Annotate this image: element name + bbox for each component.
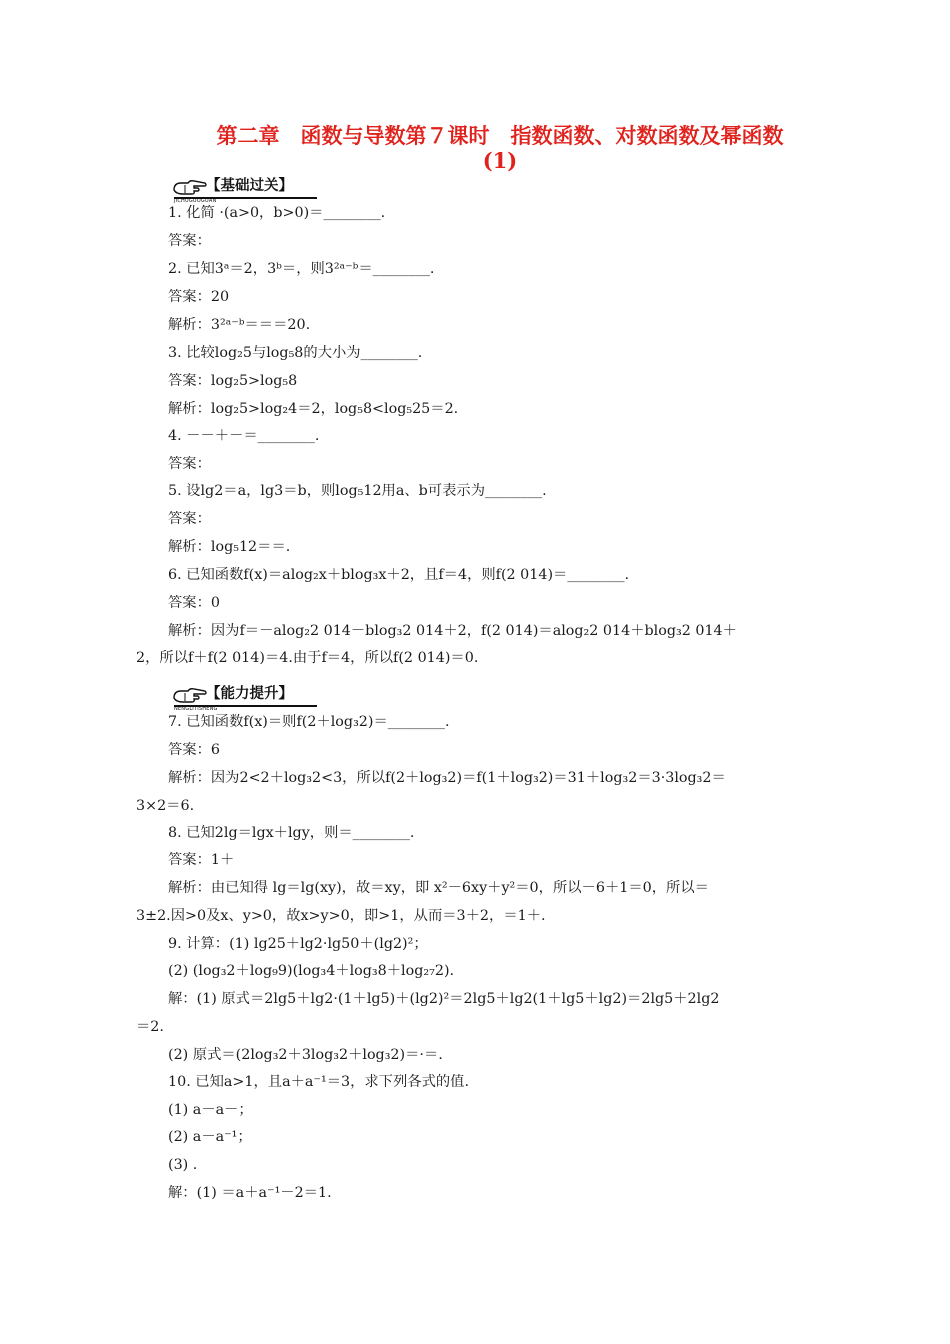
- text-line: 答案：: [168, 456, 211, 472]
- text-line: 答案：6: [168, 742, 220, 758]
- text-line: 3×2＝6.: [136, 798, 195, 814]
- pointing-hand-icon: [172, 177, 208, 199]
- text-line: 解：(1) 原式＝2lg5＋lg2·(1＋lg5)＋(lg2)²＝2lg5＋lg2(1＋lg5＋lg2)＝2lg5＋2lg2: [168, 991, 720, 1007]
- text-line: 解析：由已知得 lg＝lg(xy)，故＝xy，即 x²－6xy＋y²＝0，所以－6＋1＝0，所以＝: [168, 880, 709, 896]
- text-line: 解：(1) ＝a＋a⁻¹－2＝1.: [168, 1185, 332, 1201]
- text-line: 解析：因为2<2＋log₃2<3，所以f(2＋log₃2)＝f(1＋log₃2)＝31＋log₃2＝3·3log₃2＝: [168, 770, 726, 786]
- text-line: (2) (log₃2＋log₉9)(log₃4＋log₃8＋log₂₇2).: [168, 963, 455, 979]
- text-line: 答案：log₂5>log₅8: [168, 373, 298, 389]
- text-line: 3. 比较log₂5与log₅8的大小为________.: [168, 345, 423, 361]
- text-line: 答案：0: [168, 595, 220, 611]
- text-line: 8. 已知2lg＝lgx＋lgy，则＝________.: [168, 825, 415, 841]
- text-line: 答案：1＋: [168, 852, 235, 868]
- text-line: (2) a－a⁻¹；: [168, 1129, 252, 1145]
- text-line: 6. 已知函数f(x)＝alog₂x＋blog₃x＋2，且f＝4，则f(2 014)＝________.: [168, 567, 630, 583]
- text-line: 4. －－＋－＝________.: [168, 428, 320, 444]
- text-line: 1. 化简 ·(a>0，b>0)＝________.: [168, 205, 386, 221]
- section-sublabel: JICHUGUOGUAN: [174, 198, 217, 204]
- text-line: ＝2.: [136, 1019, 164, 1035]
- text-line: 解析：log₅12＝＝.: [168, 539, 291, 555]
- text-line: 2. 已知3ᵃ＝2，3ᵇ＝，则3²ᵃ⁻ᵇ＝________.: [168, 261, 435, 277]
- section-badge-basic: [172, 175, 317, 205]
- section-label: 【基础过关】: [206, 178, 293, 194]
- text-line: 9. 计算：(1) lg25＋lg2·lg50＋(lg2)²；: [168, 936, 428, 952]
- text-line: 答案：20: [168, 289, 230, 305]
- text-line: (3) .: [168, 1157, 198, 1173]
- section-sublabel: NENGLITISHENG: [174, 706, 218, 712]
- section-label: 【能力提升】: [206, 686, 293, 702]
- page-title: 第二章 函数与导数第７课时 指数函数、对数函数及幂函数: [216, 123, 784, 148]
- section-badge-advanced: [172, 683, 317, 713]
- text-line: 7. 已知函数f(x)＝则f(2＋log₃2)＝________.: [168, 714, 450, 730]
- text-line: 答案：: [168, 233, 211, 249]
- text-line: 解析：因为f＝－alog₂2 014－blog₃2 014＋2，f(2 014)＝alog₂2 014＋blog₃2 014＋: [168, 623, 737, 639]
- pointing-hand-icon: [172, 685, 208, 707]
- text-line: 答案：: [168, 511, 211, 527]
- text-line: 3±2.因>0及x、y>0，故x>y>0，即>1，从而＝3＋2，＝1＋.: [136, 908, 546, 924]
- text-line: 解析：3²ᵃ⁻ᵇ＝＝＝20.: [168, 317, 311, 333]
- text-line: (2) 原式＝(2log₃2＋3log₃2＋log₃2)＝·＝.: [168, 1047, 443, 1063]
- text-line: (1) a－a－；: [168, 1102, 253, 1118]
- page-title-continued: (1): [482, 148, 518, 173]
- text-line: 5. 设lg2＝a，lg3＝b，则log₅12用a、b可表示为________.: [168, 483, 547, 499]
- text-line: 10. 已知a>1，且a＋a⁻¹＝3，求下列各式的值.: [168, 1074, 470, 1090]
- text-line: 解析：log₂5>log₂4＝2，log₅8<log₅25＝2.: [168, 401, 459, 417]
- text-line: 2，所以f＋f(2 014)＝4.由于f＝4，所以f(2 014)＝0.: [136, 650, 479, 666]
